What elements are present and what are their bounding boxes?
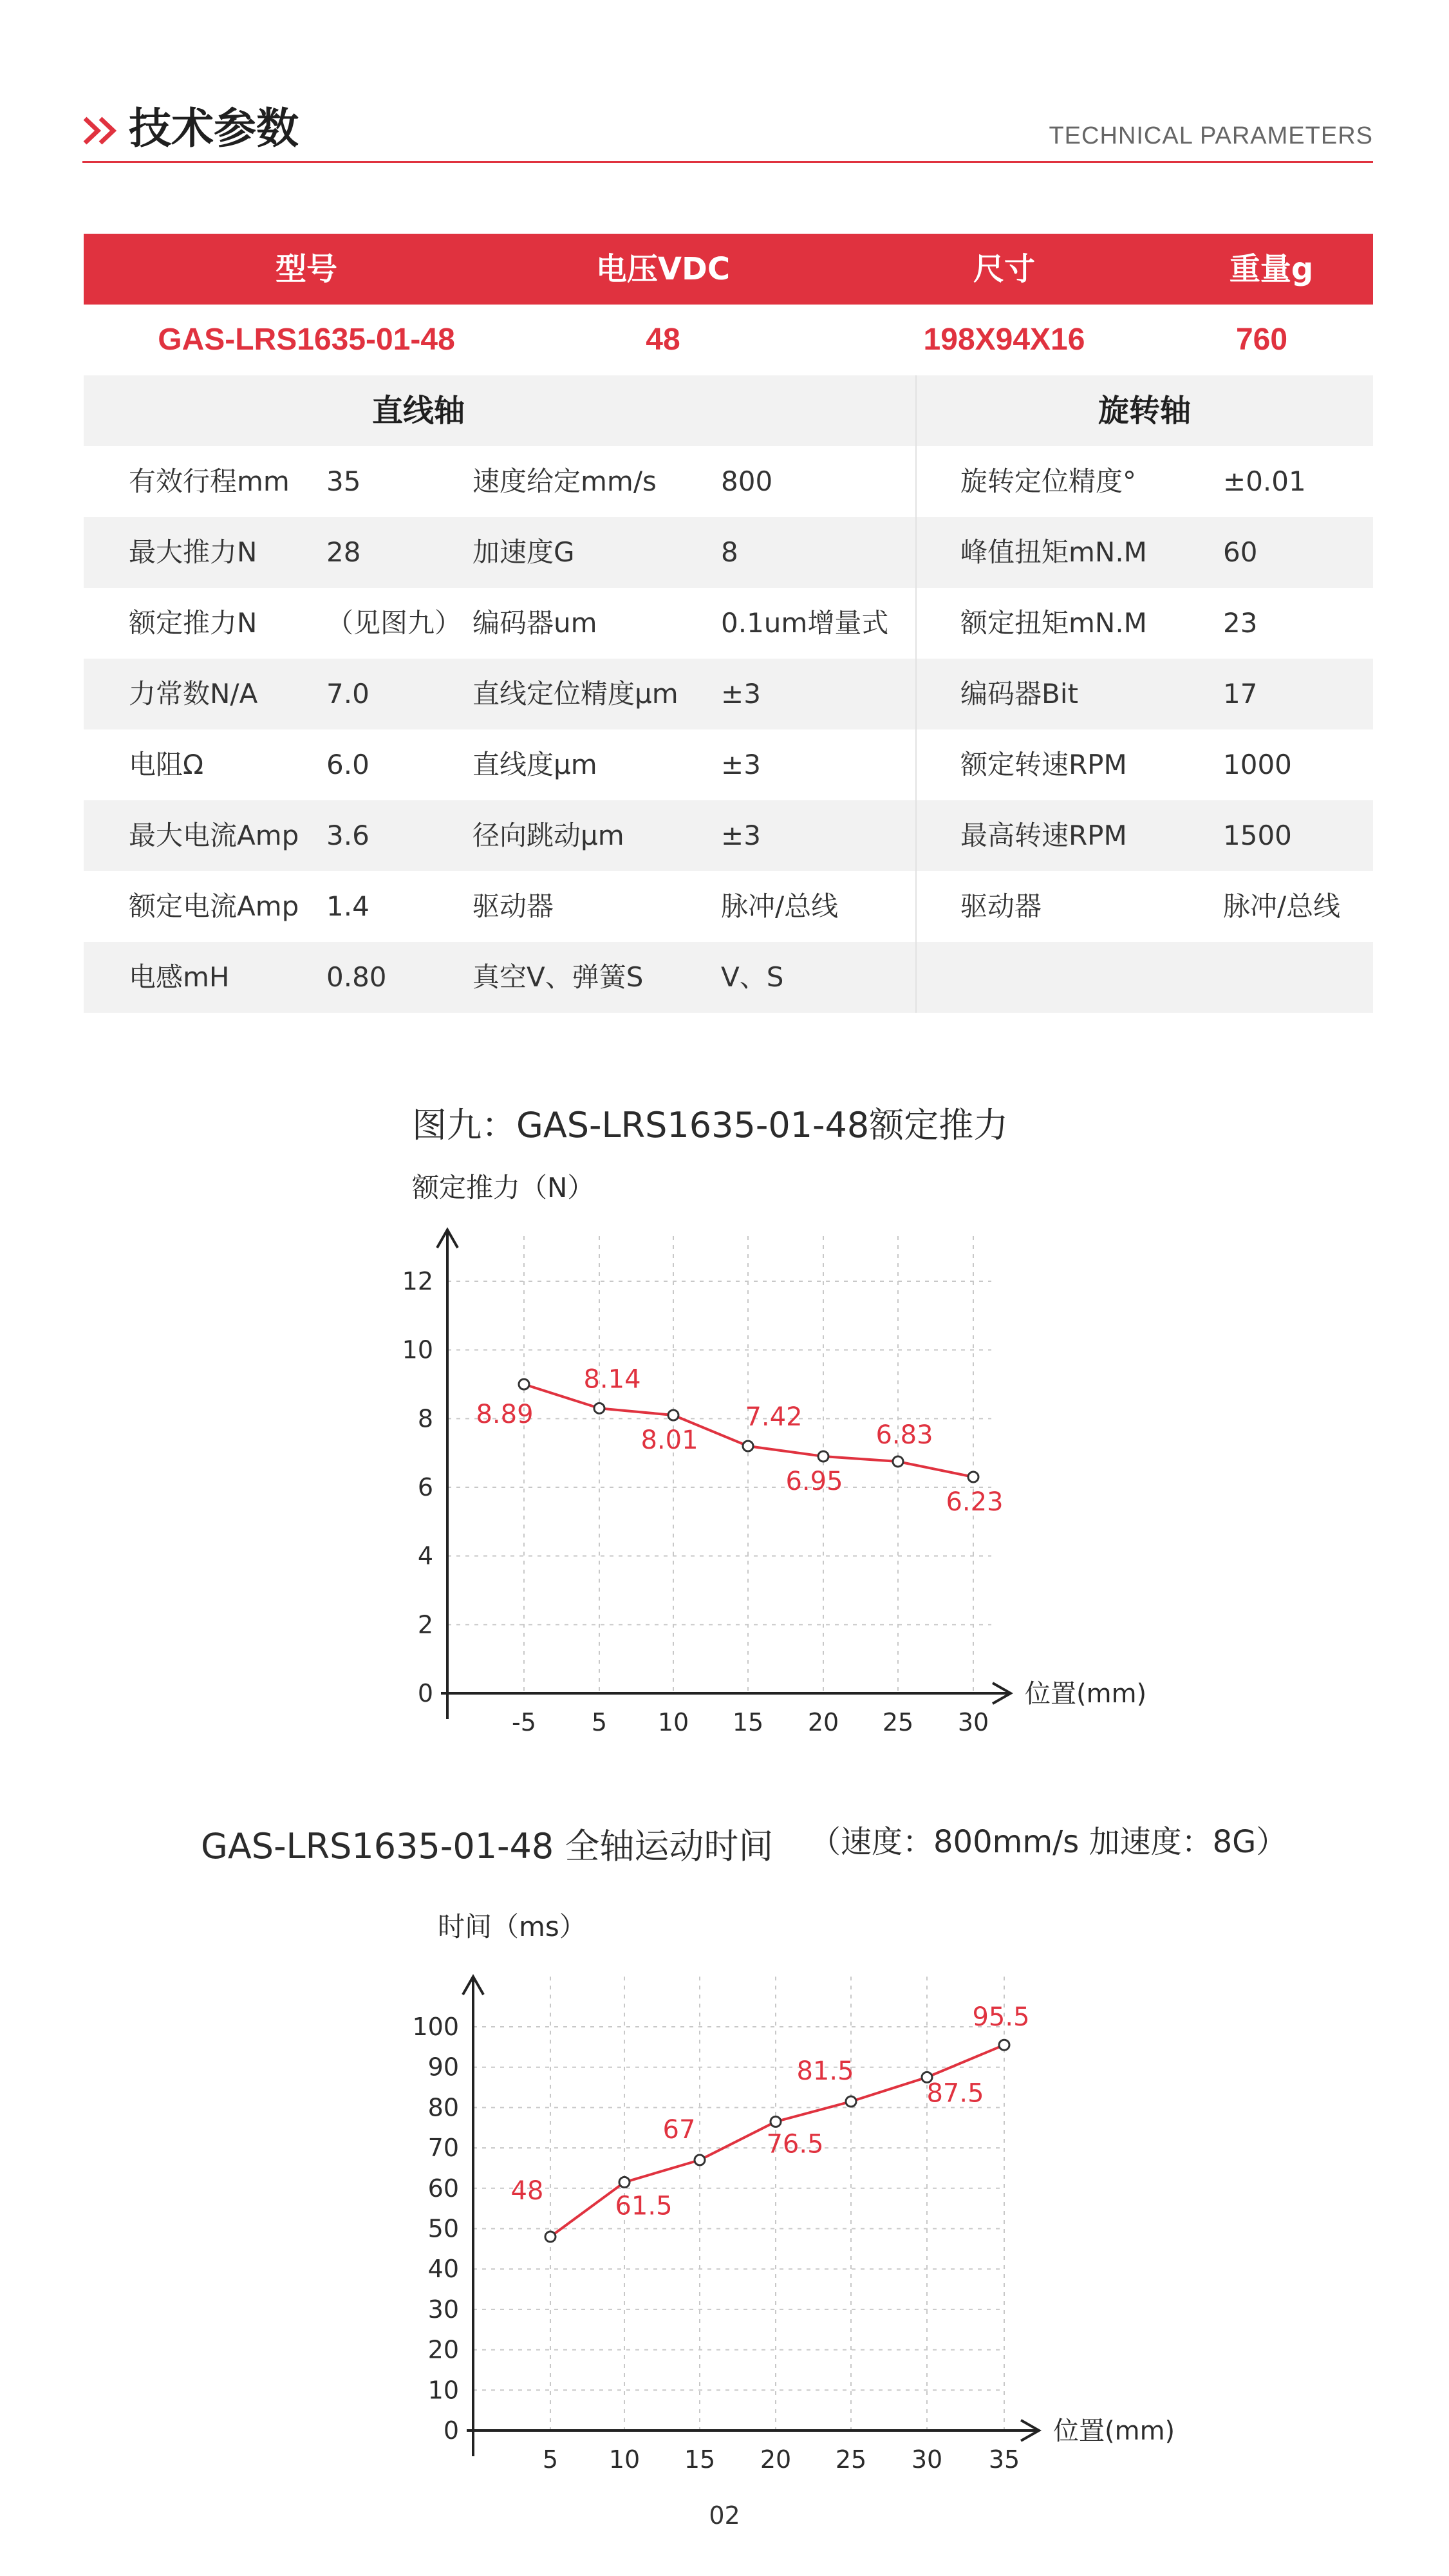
data-label: 61.5 [615,2191,673,2221]
linear-value-a: 0.80 [326,961,387,993]
table-row [84,800,1373,871]
y-tick-label: 4 [417,1541,433,1570]
y-tick-label: 6 [417,1473,433,1501]
data-point [818,1451,828,1462]
x-tick-label: 20 [760,2445,792,2474]
rotary-value: 60 [1223,536,1258,568]
rotary-label: 峰值扭矩mN.M [960,536,1147,568]
x-tick-label: 25 [882,1708,914,1736]
y-tick-label: 12 [402,1267,433,1295]
data-point [893,1456,903,1467]
table-row [84,659,1373,729]
thrust-chart [0,1210,1449,1738]
y-tick-label: 100 [412,2013,459,2041]
data-label: 48 [510,2176,544,2206]
model-row [84,305,1373,375]
table-row [84,446,1373,517]
data-label: 8.89 [476,1400,534,1429]
linear-label-b: 直线度μm [472,749,597,780]
x-tick-label: 5 [591,1708,608,1736]
page-title: 技术参数 [129,104,299,153]
table-header-row [84,234,1373,305]
header-voltage: 电压VDC [595,251,731,287]
linear-value-a: 35 [326,465,361,497]
data-point [619,2177,630,2187]
rotary-value: 1500 [1223,820,1292,851]
linear-label-b: 径向跳动μm [472,820,624,851]
linear-label-b: 编码器um [472,607,597,639]
x-tick-label: 25 [835,2445,867,2474]
x-tick-label: 30 [911,2445,943,2474]
data-point [968,1472,978,1482]
linear-value-a: （见图九） [326,607,462,639]
data-label: 87.5 [926,2078,984,2109]
data-point [695,2155,705,2165]
x-tick-label: 10 [657,1708,689,1736]
page-number: 02 [709,2501,740,2530]
rotary-value: 脉冲/总线 [1223,890,1341,922]
time-chart-title: GAS-LRS1635-01-48 全轴运动时间 [201,1826,774,1866]
table-row [84,517,1373,588]
linear-label-a: 额定电流Amp [129,890,299,922]
y-tick-label: 40 [427,2255,459,2284]
data-point [999,2040,1009,2050]
rotary-label: 额定转速RPM [960,749,1127,780]
data-point [545,2232,556,2242]
rotary-value: 23 [1223,607,1258,639]
y-tick-label: 10 [427,2376,459,2405]
rotary-label: 旋转定位精度° [960,465,1137,497]
thrust-chart-title: 图九：GAS-LRS1635-01-48额定推力 [412,1105,1009,1145]
double-chevron-icon [82,115,118,147]
column-divider [915,375,917,1013]
section-row [84,375,1373,446]
linear-label-b: 速度给定mm/s [472,465,657,497]
linear-label-a: 有效行程mm [129,465,290,497]
linear-value-a: 1.4 [326,890,369,922]
linear-value-b: 8 [721,536,738,568]
y-tick-label: 8 [417,1404,433,1433]
y-tick-label: 20 [427,2335,459,2364]
data-label: 95.5 [972,2002,1030,2033]
linear-label-a: 电感mH [129,961,230,993]
time-chart [0,1951,1449,2485]
data-label: 7.42 [745,1402,803,1432]
linear-value-b: 脉冲/总线 [721,890,839,922]
x-tick-label: -5 [512,1708,536,1736]
data-label: 8.14 [583,1364,641,1395]
linear-label-a: 电阻Ω [129,749,204,780]
data-point [519,1379,529,1389]
linear-label-a: 力常数N/A [129,678,258,710]
data-label: 6.83 [875,1420,933,1450]
data-point [846,2096,856,2107]
rotary-label: 最高转速RPM [960,820,1127,851]
y-tick-label: 2 [417,1610,433,1639]
linear-value-b: 0.1um增量式 [721,607,889,639]
linear-label-b: 驱动器 [472,890,554,922]
linear-value-a: 6.0 [326,749,369,780]
thrust-chart-ylabel: 额定推力（N） [412,1172,595,1203]
x-tick-label: 20 [807,1708,839,1736]
x-tick-label: 10 [608,2445,640,2474]
data-label: 67 [662,2114,696,2145]
x-axis-label: 位置(mm) [1053,2416,1175,2446]
header-weight: 重量g [1229,251,1314,287]
linear-label-a: 额定推力N [129,607,257,639]
x-axis-label: 位置(mm) [1025,1679,1147,1709]
data-label: 8.01 [640,1425,698,1455]
table-row [84,942,1373,1013]
linear-value-a: 28 [326,536,361,568]
y-tick-label: 90 [427,2053,459,2082]
x-tick-label: 35 [988,2445,1020,2474]
x-tick-label: 30 [957,1708,989,1736]
data-label: 6.23 [946,1487,1004,1517]
y-tick-label: 10 [402,1335,433,1364]
y-tick-label: 30 [427,2295,459,2324]
linear-value-a: 7.0 [326,678,369,710]
header-divider [82,161,1373,163]
data-label: 76.5 [766,2129,824,2159]
model-voltage: 48 [646,323,680,357]
x-tick-label: 15 [684,2445,716,2474]
y-tick-label: 70 [427,2134,459,2163]
section-rotary: 旋转轴 [1098,393,1192,429]
model-name: GAS-LRS1635-01-48 [158,323,455,357]
time-chart-ylabel: 时间（ms） [438,1911,586,1942]
spec-rows [84,446,1373,1013]
rotary-value: 17 [1223,678,1258,710]
linear-value-a: 3.6 [326,820,369,851]
linear-value-b: V、S [721,961,784,993]
linear-label-b: 真空V、弹簧S [472,961,644,993]
x-tick-label: 5 [542,2445,559,2474]
time-chart-note: （速度：800mm/s 加速度：8G） [810,1824,1287,1860]
data-point [594,1403,604,1413]
data-point [743,1441,753,1451]
table-row [84,729,1373,800]
rotary-label: 额定扭矩mN.M [960,607,1147,639]
linear-value-b: ±3 [721,678,761,710]
linear-label-b: 直线定位精度μm [472,678,678,710]
rotary-label: 编码器Bit [960,678,1078,710]
section-linear: 直线轴 [371,393,465,429]
data-point [771,2116,781,2127]
page-subtitle: TECHNICAL PARAMETERS [1049,122,1373,149]
linear-value-b: 800 [721,465,773,497]
rotary-value: 1000 [1223,749,1292,780]
linear-value-b: ±3 [721,820,761,851]
data-label: 81.5 [796,2056,854,2086]
y-tick-label: 0 [417,1679,433,1707]
linear-label-a: 最大推力N [129,536,257,568]
table-row [84,588,1373,659]
linear-label-a: 最大电流Amp [129,820,299,851]
y-tick-label: 0 [443,2416,459,2445]
rotary-value: ±0.01 [1223,465,1306,497]
linear-label-b: 加速度G [472,536,575,568]
data-label: 6.95 [785,1467,843,1496]
data-point [668,1410,678,1420]
y-tick-label: 60 [427,2174,459,2203]
y-tick-label: 80 [427,2093,459,2122]
linear-value-b: ±3 [721,749,761,780]
y-tick-label: 50 [427,2214,459,2243]
header-model: 型号 [275,251,338,287]
table-row [84,871,1373,942]
header-size: 尺寸 [973,251,1036,287]
model-weight: 760 [1235,323,1288,357]
x-tick-label: 15 [732,1708,764,1736]
rotary-label: 驱动器 [960,890,1042,922]
spec-table [84,234,1373,1013]
model-size: 198X94X16 [923,323,1085,357]
